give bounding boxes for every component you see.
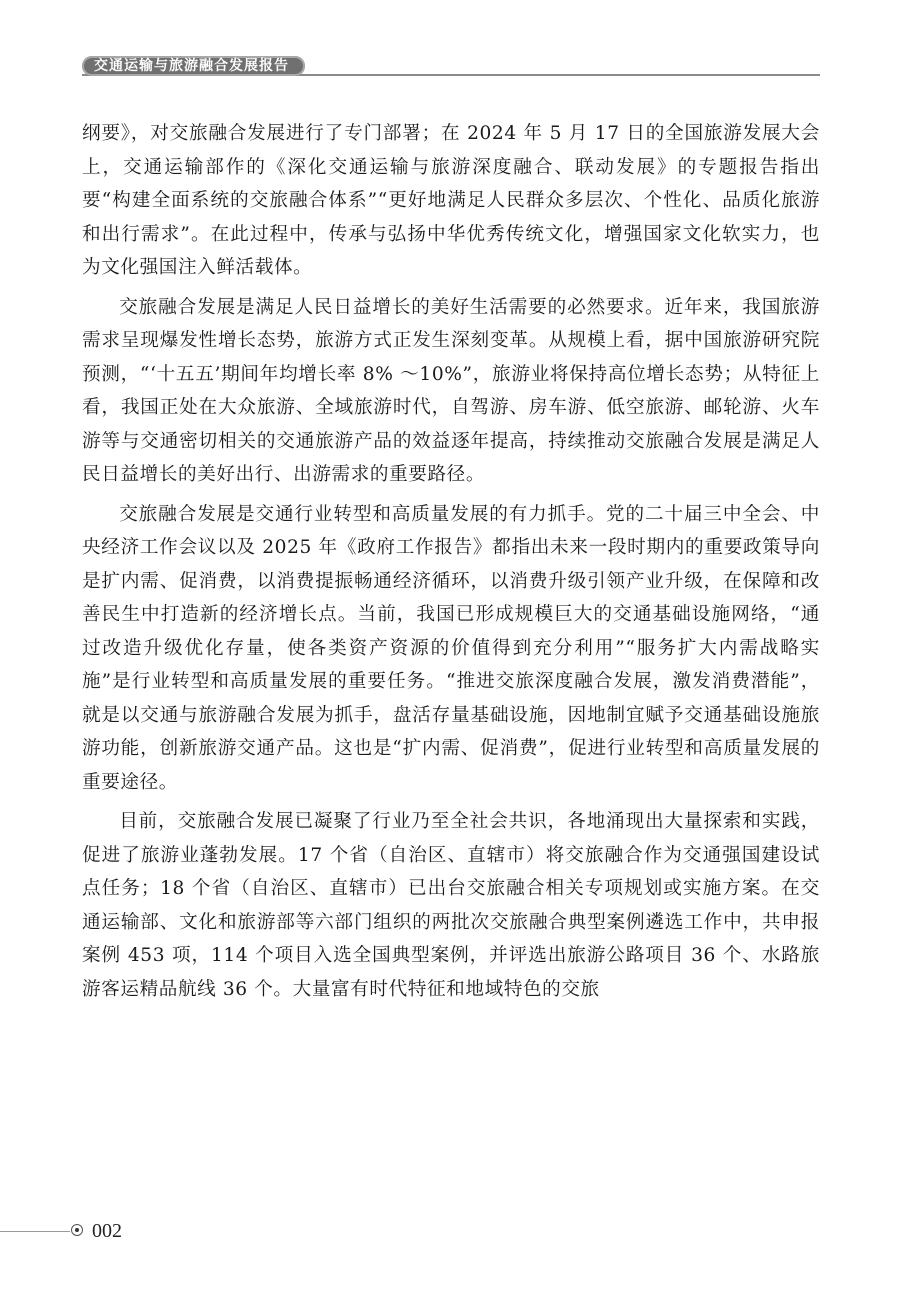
paragraph: 目前，交旅融合发展已凝聚了行业乃至全社会共识，各地涌现出大量探索和实践，促进了旅游业蓬勃发展。17 个省（自治区、直辖市）将交旅融合作为交通强国建设试点任务；18 个省（自治区、直辖市）已出台交旅融合相关专项规划或实施方案。在交通运输部、文化和旅游部等六部门组织的两批次交旅融合典型案例遴选工作中，共申报案例 453 项，114 个项目入选全国典型案例，并评选出旅游公路项目 36 个、水路旅游客运精品航线 36 个。大量富有时代特征和地域特色的交旅 <box>82 811 820 1000</box>
paragraph: 纲要》，对交旅融合发展进行了专门部署；在 2024 年 5 月 17 日的全国旅游发展大会上，交通运输部作的《深化交通运输与旅游深度融合、联动发展》的专题报告指出要“构建全面系统的交旅融合体系”“更好地满足人民群众多层次、个性化、品质化旅游和出行需求”。在此过程中，传承与弘扬中华优秀传统文化，增强国家文化软实力，也为文化强国注入鲜活载体。 <box>82 123 820 278</box>
footer-rule <box>0 1231 70 1232</box>
page-footer <box>0 1218 200 1248</box>
paragraph: 交旅融合发展是满足人民日益增长的美好生活需要的必然要求。近年来，我国旅游需求呈现爆发性增长态势，旅游方式正发生深刻变革。从规模上看，据中国旅游研究院预测，“‘十五五’期间年均增长率 8% ～10%”，旅游业将保持高位增长态势；从特征上看，我国正处在大众旅游、全域旅游时代，自驾游、房车游、低空旅游、邮轮游、火车游等与交通密切相关的交通旅游产品的效益逐年提高，持续推动交旅融合发展是满足人民日益增长的美好出行、出游需求的重要路径。 <box>82 296 820 485</box>
paragraph: 交旅融合发展是交通行业转型和高质量发展的有力抓手。党的二十届三中全会、中央经济工作会议以及 2025 年《政府工作报告》都指出未来一段时期内的重要政策导向是扩内需、促消费，以消费提振畅通经济循环，以消费升级引领产业升级，在保障和改善民生中打造新的经济增长点。当前，我国已形成规模巨大的交通基础设施网络，“通过改造升级优化存量，使各类资产资源的价值得到充分利用”“服务扩大内需战略实施”是行业转型和高质量发展的重要任务。“推进交旅深度融合发展，激发消费潜能”，就是以交通与旅游融合发展为抓手，盘活存量基础设施，因地制宜赋予交通基础设施旅游功能，创新旅游交通产品。这也是“扩内需、促消费”，促进行业转型和高质量发展的重要途径。 <box>82 503 820 793</box>
running-title: 交通运输与旅游融合发展报告 <box>82 56 305 76</box>
body-text <box>82 117 820 1006</box>
page-number: 002 <box>92 1220 122 1242</box>
running-header <box>82 56 820 78</box>
page-marker-icon <box>71 1224 83 1236</box>
